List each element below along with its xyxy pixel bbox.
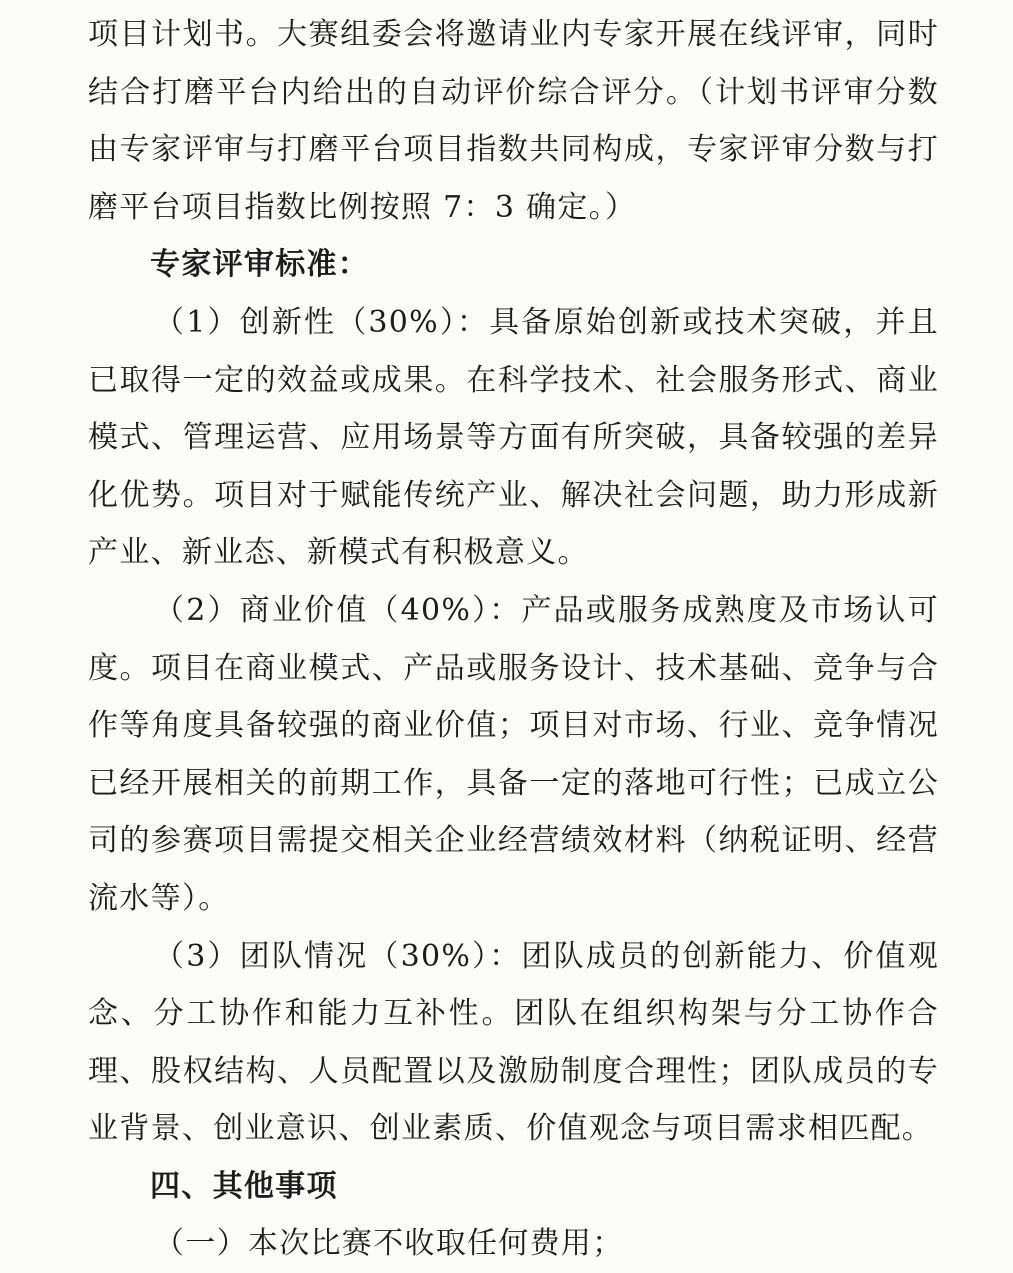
section-four-item: （一）本次比赛不收取任何费用； — [154, 1226, 624, 1262]
criteria-heading: 专家评审标准： — [150, 247, 370, 283]
criterion-innovation: （1）创新性（30%）：具备原始创新或技术突破，并且已取得一定的效益或成果。在科学技术、社会服务形式、商业模式、管理运营、应用场景等方面有所突破，具备较强的差异化优势。项目对于赋能传统产业、解决社会问题，助力形成新产业、新业态、新模式有积极意义。 — [88, 304, 939, 571]
section-four-heading: 四、其他事项 — [150, 1168, 338, 1204]
criterion-team: （3）团队情况（30%）：团队成员的创新能力、价值观念、分工协作和能力互补性。团队在组织构架与分工协作合理、股权结构、人员配置以及激励制度合理性；团队成员的专业背景、创业意识、创业素质、价值观念与项目需求相匹配。 — [88, 938, 939, 1147]
criterion-business-value: （2）商业价值（40%）：产品或服务成熟度及市场认可度。项目在商业模式、产品或服务设计、技术基础、竞争与合作等角度具备较强的商业价值；项目对市场、行业、竞争情况已经开展相关的前期工作，具备一定的落地可行性；已成立公司的参赛项目需提交相关企业经营绩效材料（纳税证明、经营流水等）。 — [88, 592, 939, 916]
document-page — [0, 6, 1013, 1262]
intro-paragraph: 项目计划书。大赛组委会将邀请业内专家开展在线评审，同时结合打磨平台内给出的自动评价综合评分。（计划书评审分数由专家评审与打磨平台项目指数共同构成，专家评审分数与打磨平台项目指数比例按照 7：3 确定。） — [88, 17, 939, 225]
